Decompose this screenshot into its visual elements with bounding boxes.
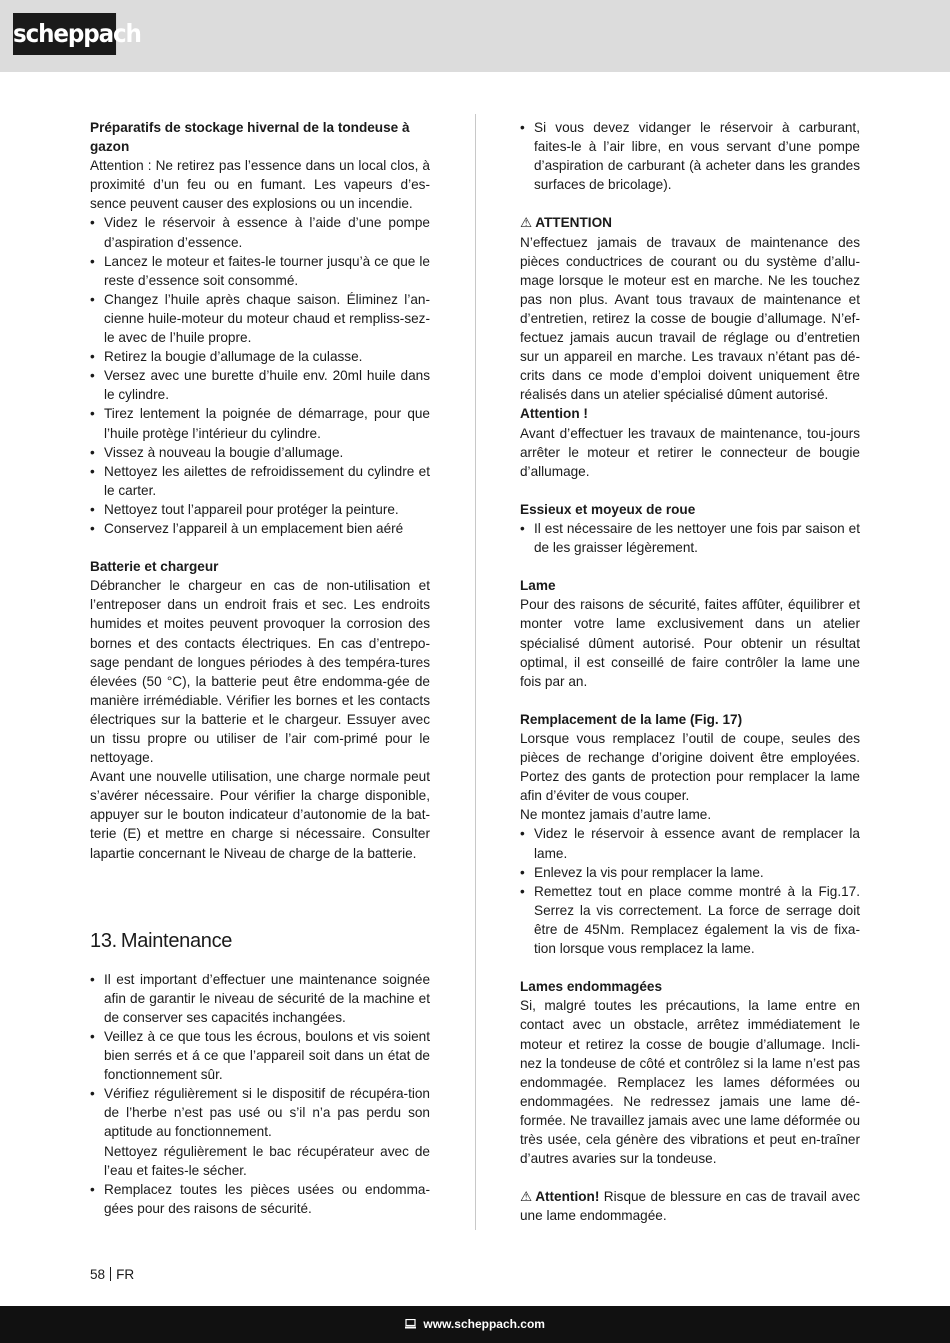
final-warning <box>520 1187 860 1225</box>
battery-paragraph-1: Débrancher le chargeur en cas de non-utilisation et l’entreposer dans un endroit frais et sec. Les endroits humides et moites peuvent provoquer la corrosion des bornes et des contacts électriques. En cas d’entrepo-sage pendant de longues périodes à des tempéra-tures élevées (50 °C), la batterie peut être endomma-gée de manière irrémédiable. Vérifier les bornes et les contacts électriques sur la batterie et le chargeur. Essuyer avec un tissu propre ou utiliser de l’air com-primé pour le nettoyage. <box>90 578 430 766</box>
attention-2-heading: Attention ! <box>520 406 588 422</box>
warning-icon: ⚠ <box>520 1189 533 1205</box>
fuel-drain-list <box>520 118 860 194</box>
section-heading-battery: Batterie et chargeur <box>90 559 219 575</box>
list-item-text: • Vérifiez régulièrement si le dispositif de récupéra-tion de l’herbe n’est pas usé ou s’il n’a pas perdu son aptitude au fonctionnement. <box>104 1086 430 1140</box>
section-number: 13. <box>90 929 117 952</box>
blade-paragraph: Pour des raisons de sécurité, faites affûter, équilibrer et monter votre lame exclusivement dans un atelier spécialisé dûment autorisé. Pour obtenir un résultat optimal, il est conseillé de faire contrôler la lame une fois par an. <box>520 597 860 689</box>
list-item: • Si vous devez vidanger le réservoir à carburant, faites-le à l’air libre, en vous servant d’une pompe d’aspiration de carburant (à acheter dans les grandes surfaces de bricolage). <box>520 118 860 194</box>
list-item: • Tirez lentement la poignée de démarrage, pour que l’huile protège l’intérieur du cylindre. <box>90 404 430 442</box>
page-header <box>0 0 950 72</box>
website-link[interactable]: www.scheppach.com <box>423 1317 545 1331</box>
column-divider <box>475 114 476 1230</box>
list-item: • Nettoyez tout l’appareil pour protéger la peinture. <box>90 500 430 519</box>
list-item: • Lancez le moteur et faites-le tourner jusqu’à ce que le reste d’essence soit consommé. <box>90 252 430 290</box>
list-item <box>90 1027 430 1084</box>
page-number: 58 <box>90 1267 106 1282</box>
attention-paragraph: N’effectuez jamais de travaux de maintenance des pièces conductrices de courant ou du système d’allu-mage lorsque le moteur est en marche. Ne les touchez pas non plus. Avant tous travaux de maintenance et d’entretien, retirez la cosse de bougie d’allumage. N’ef-fectuez jamais aucun travail de réglage ou d’entretien sur un appareil en marche. Les travaux n’étant pas dé-crits dans ce mode d’emploi doivent uniquement être réalisés dans un atelier spécialisé dûment autorisé. <box>520 234 860 403</box>
final-warning-text: Risque de blessure en cas de travail avec une lame endommagée. <box>520 1189 860 1224</box>
attention-2-paragraph: Avant d’effectuer les travaux de maintenance, tou-jours arrêter le moteur et retirer le connecteur de bougie d’allumage. <box>520 425 860 479</box>
list-item <box>90 1180 430 1218</box>
list-item <box>90 1084 430 1179</box>
list-item: • Versez avec une burette d’huile env. 20ml huile dans le cylindre. <box>90 366 430 404</box>
page-language: FR <box>116 1267 135 1282</box>
blade-replacement-list <box>520 824 860 958</box>
section-heading-axles: Essieux et moyeux de roue <box>520 501 696 517</box>
footer-separator <box>110 1267 111 1281</box>
final-warning-bold: Attention! <box>535 1189 600 1205</box>
section-heading-winter-storage: Préparatifs de stockage hivernal de la tondeuse à gazon <box>90 120 410 155</box>
left-column <box>90 118 430 1218</box>
section-title-text: Maintenance <box>120 929 233 952</box>
winter-storage-list <box>90 213 430 538</box>
list-item: • Il est nécessaire de les nettoyer une fois par saison et de les graisser légèrement. <box>520 519 860 557</box>
list-item-text: • Remplacez toutes les pièces usées ou endomma-gées pour des raisons de sécurité. <box>104 1181 430 1216</box>
section-heading-blade-replacement: Remplacement de la lame (Fig. 17) <box>520 711 743 727</box>
blade-replacement-paragraph: Lorsque vous remplacez l’outil de coupe, seules des pièces de rechange d’origine doivent être employées. Portez des gants de protection pour remplacer la lame afin d’éviter de vous couper. <box>520 731 860 804</box>
list-item: • Conservez l’appareil à un emplacement bien aéré <box>90 519 430 538</box>
attention-heading <box>520 213 860 232</box>
list-item <box>90 970 430 1027</box>
list-item: • Videz le réservoir à essence à l’aide d’une pompe d’aspiration d’essence. <box>90 213 430 251</box>
winter-storage-warning: Attention : Ne retirez pas l’essence dans un local clos, à proximité d’un feu ou en fumant. Les vapeurs d’es-sence peuvent causer des explosions ou un incendie. <box>90 158 430 212</box>
damaged-blades-paragraph: Si, malgré toutes les précautions, la lame entre en contact avec un obstacle, arrêtez immédiatement le moteur et retirez la cosse de bougie d’allumage. Incli-nez la tondeuse de côté et contrôlez si la lame n’est pas endommagée. Remplacez les lames déformées ou endommagées. Ne redressez jamais une lame dé-formée. Ne travaillez jamais avec une lame déformée ou très usée, cela génère des vibrations et peut en-traîner d’autres avaries sur la tondeuse. <box>520 998 861 1167</box>
section-title-maintenance <box>90 929 430 953</box>
list-item: • Retirez la bougie d’allumage de la culasse. <box>90 347 430 366</box>
list-item: • Enlevez la vis pour remplacer la lame. <box>520 863 860 882</box>
attention-title: ATTENTION <box>535 215 612 231</box>
list-item: • Changez l’huile après chaque saison. Éliminez l’an-cienne huile-moteur du moteur chaud et rempliss-sez-le avec de l’huile propre. <box>90 290 430 347</box>
list-item: • Videz le réservoir à essence avant de remplacer la lame. <box>520 824 860 862</box>
list-item: • Nettoyez les ailettes de refroidissement du cylindre et le carter. <box>90 462 430 500</box>
website-bar <box>0 1306 950 1343</box>
axles-list <box>520 519 860 557</box>
right-column <box>520 118 860 1225</box>
blade-replacement-note: Ne montez jamais d’autre lame. <box>520 807 712 823</box>
list-item-text: • Il est important d’effectuer une maintenance soignée afin de garantir le niveau de sécurité de la machine et de conserver ses capacités inchangées. <box>104 971 430 1025</box>
section-heading-blade: Lame <box>520 578 556 594</box>
scheppach-logo: scheppach <box>13 13 116 55</box>
list-item-subtext: Nettoyez régulièrement le bac récupérateur avec de l’eau et faites-le sécher. <box>104 1143 430 1178</box>
battery-paragraph-2: Avant une nouvelle utilisation, une charge normale peut s’avérer nécessaire. Pour vérifier la charge disponible, appuyer sur le bouton indicateur d’autonomie de la bat-terie (E) et mettre en charge si nécessaire. Consulter lapartie concernant le Niveau de charge de la batterie. <box>90 769 430 861</box>
computer-icon <box>405 1317 419 1331</box>
list-item: • Remettez tout en place comme montré à la Fig.17. Serrez la vis correctement. La force de serrage doit être de 45Nm. Remplacez également la vis de fixa-tion lorsque vous remplacez la lame. <box>520 882 860 958</box>
list-item: • Vissez à nouveau la bougie d’allumage. <box>90 443 430 462</box>
list-item-text: • Veillez à ce que tous les écrous, boulons et vis soient bien serrés et á ce que l’appareil soit dans un état de fonctionnement sûr. <box>104 1028 430 1083</box>
page-footer <box>90 1266 134 1284</box>
section-heading-damaged-blades: Lames endommagées <box>520 979 663 995</box>
maintenance-list <box>90 970 430 1218</box>
warning-icon: ⚠ <box>520 215 533 231</box>
